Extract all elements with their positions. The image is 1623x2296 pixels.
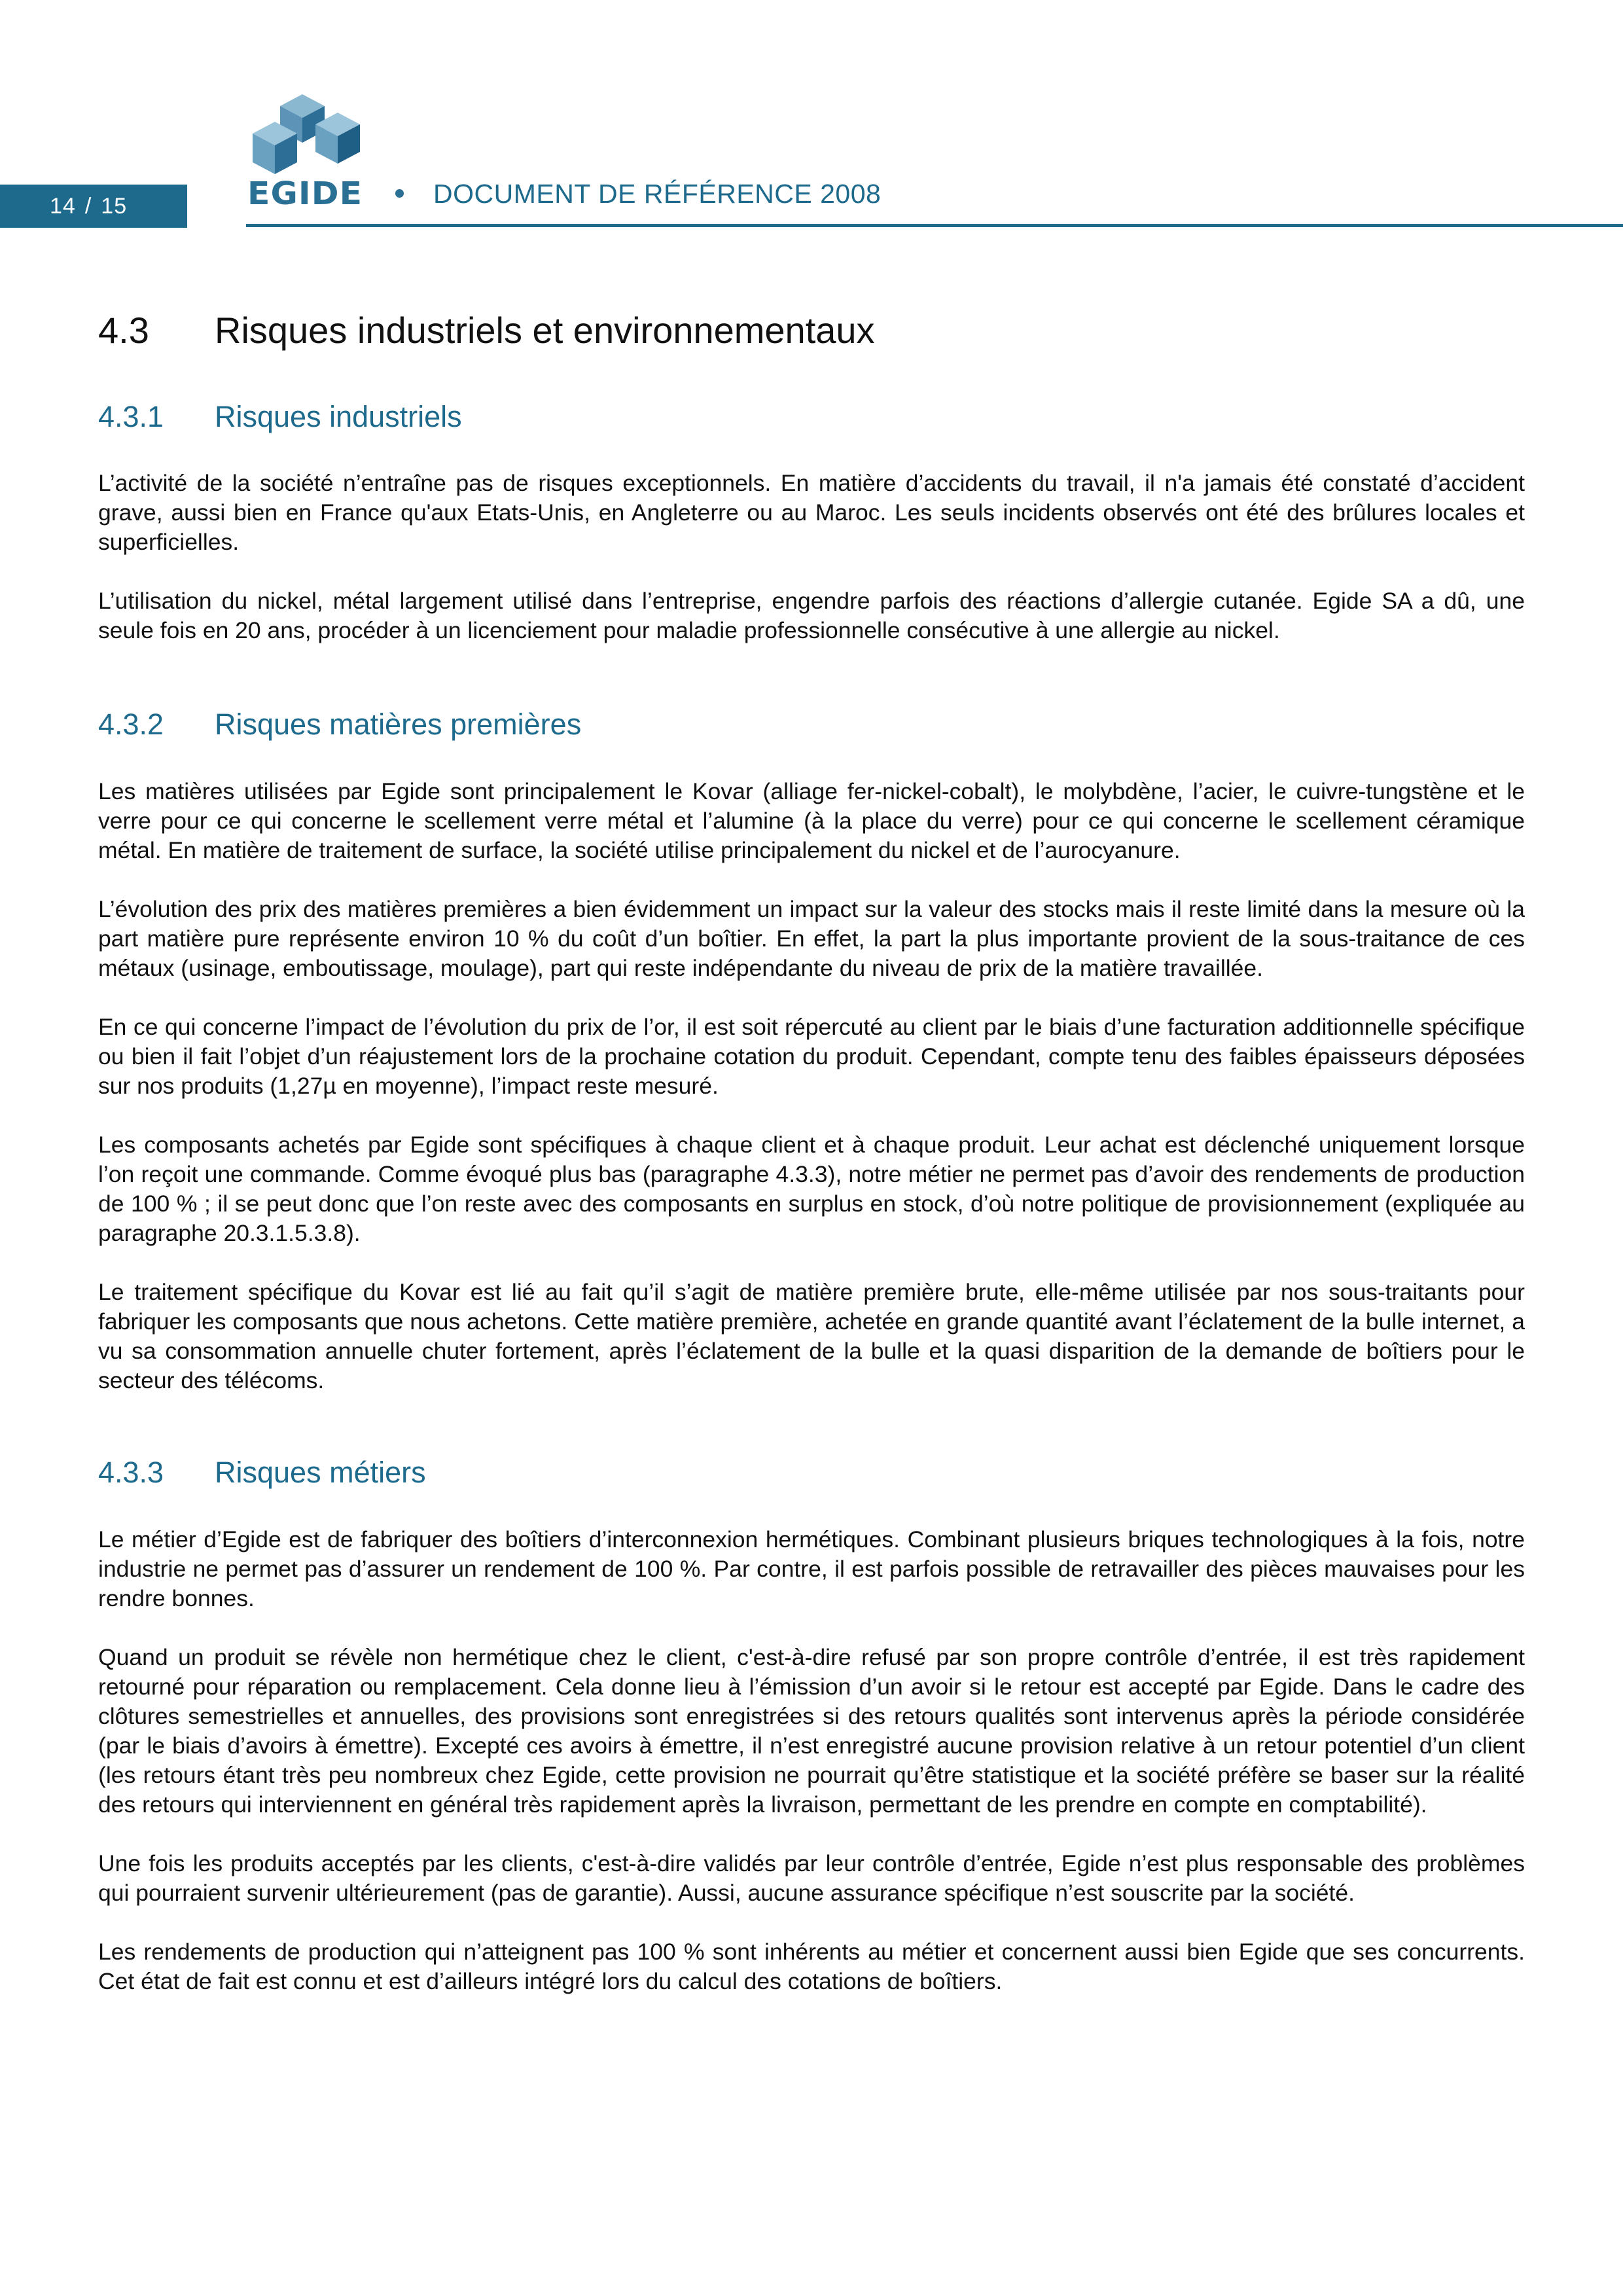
document-title: DOCUMENT DE RÉFÉRENCE 2008: [433, 179, 882, 209]
page-number-tab: [0, 185, 187, 228]
page-total: 15: [101, 194, 128, 219]
paragraph: Les rendements de production qui n’atteignent pas 100 % sont inhérents au métier et concernent aussi bien Egide que ses concurrents. Cet état de fait est connu et est d’ailleurs intégré lors du calcul des cotations de boîtiers.: [98, 1939, 1525, 1994]
logo-wordmark: EGIDE: [247, 175, 363, 212]
header-bullet: [395, 189, 404, 198]
paragraph: L’activité de la société n’entraîne pas de risques exceptionnels. En matière d’accidents du travail, il n'a jamais été constaté d’accident grave, aussi bien en France qu'aux Etats-Unis, en Angleterre ou au Maroc. Les seuls incidents observés ont été des brûlures locales et superficielles.: [98, 470, 1525, 555]
section-number: 4.3: [98, 310, 149, 351]
subsection-heading: [98, 1453, 426, 1492]
subsection-number: 4.3.3: [98, 1456, 164, 1489]
subsection-number: 4.3.1: [98, 400, 164, 433]
paragraph: Les composants achetés par Egide sont spécifiques à chaque client et à chaque produit. Leur achat est déclenché uniquement lorsque l’on reçoit une commande. Comme évoqué plus bas (paragraphe 4.3.3), notre métier ne permet pas d’avoir des rendements de production de 100 % ; il se peut donc que l’on reste avec des composants en surplus en stock, d’où notre politique de provisionnement (expliquée au paragraphe 20.3.1.5.3.8).: [98, 1132, 1525, 1246]
paragraph: Le métier d’Egide est de fabriquer des boîtiers d’interconnexion hermétiques. Combinant plusieurs briques technologiques à la fois, notre industrie ne permet pas d’assurer un rendement de 100 %. Par contre, il est parfois possible de retravailler des pièces mauvaises pour les rendre bonnes.: [98, 1526, 1525, 1611]
section-title: Risques industriels et environnementaux: [215, 310, 875, 351]
subsection-title: Risques matières premières: [215, 708, 582, 741]
subsection-number: 4.3.2: [98, 708, 164, 741]
subsection-heading: [98, 397, 462, 437]
paragraph: L’utilisation du nickel, métal largement utilisé dans l’entreprise, engendre parfois des réactions d’allergie cutanée. Egide SA a dû, une seule fois en 20 ans, procéder à un licenciement pour maladie professionnelle consécutive à une allergie au nickel.: [98, 588, 1525, 643]
page-separator: /: [84, 194, 92, 219]
paragraph: Le traitement spécifique du Kovar est lié au fait qu’il s’agit de matière première brute, elle-même utilisée par nos sous-traitants pour fabriquer les composants que nous achetons. Cette matière première, achetée en grande quantité avant l’éclatement de la bulle internet, a vu sa consommation annuelle chuter fortement, après l’éclatement de la bulle et la quasi disparition de la demande de boîtiers pour le secteur des télécoms.: [98, 1279, 1525, 1393]
header-divider: [246, 224, 1623, 227]
section-heading: [98, 308, 875, 353]
paragraph: En ce qui concerne l’impact de l’évolution du prix de l’or, il est soit répercuté au client par le biais d’une facturation additionnelle spécifique ou bien il fait l’objet d’un réajustement lors de la prochaine cotation du produit. Cependant, compte tenu des faibles épaisseurs déposées sur nos produits (1,27µ en moyenne), l’impact reste mesuré.: [98, 1014, 1525, 1099]
subsection-heading: [98, 705, 581, 744]
paragraph: L’évolution des prix des matières premières a bien évidemment un impact sur la valeur des stocks mais il reste limité dans la mesure où la part matière pure représente environ 10 % du coût d’un boîtier. En effet, la part la plus importante provient de la sous-traitance de ces métaux (usinage, emboutissage, moulage), part qui reste indépendante du niveau de prix de la matière travaillée.: [98, 896, 1525, 981]
page-current: 14: [50, 194, 76, 219]
paragraph: Une fois les produits acceptés par les clients, c'est-à-dire validés par leur contrôle d’entrée, Egide n’est plus responsable des problèmes qui pourraient survenir ultérieurement (pas de garantie). Aussi, aucune assurance spécifique n’est souscrite par la société.: [98, 1850, 1525, 1906]
paragraph: Quand un produit se révèle non hermétique chez le client, c'est-à-dire refusé par son propre contrôle d’entrée, il est très rapidement retourné pour réparation ou remplacement. Cela donne lieu à l’émission d’un avoir si le retour est accepté par Egide. Dans le cadre des clôtures semestrielles et annuelles, des provisions sont enregistrées si des retours qualités sont intervenus après la période considérée (par le biais d’avoirs à émettre). Excepté ces avoirs à émettre, il n’est enregistré aucune provision relative à un retour potentiel d’un client (les retours étant très peu nombreux chez Egide, cette provision ne pourrait qu’être statistique et la société préfère se baser sur la réalité des retours qui interviennent en général très rapidement après la livraison, permettant de les prendre en compte en comptabilité).: [98, 1644, 1525, 1818]
paragraph: Les matières utilisées par Egide sont principalement le Kovar (alliage fer-nickel-cobalt), le molybdène, l’acier, le cuivre-tungstène et le verre pour ce qui concerne le scellement verre métal et l’alumine (à la place du verre) pour ce qui concerne le scellement céramique métal. En matière de traitement de surface, la société utilise principalement du nickel et de l’aurocyanure.: [98, 778, 1525, 863]
subsection-title: Risques industriels: [215, 400, 462, 433]
subsection-title: Risques métiers: [215, 1456, 426, 1489]
